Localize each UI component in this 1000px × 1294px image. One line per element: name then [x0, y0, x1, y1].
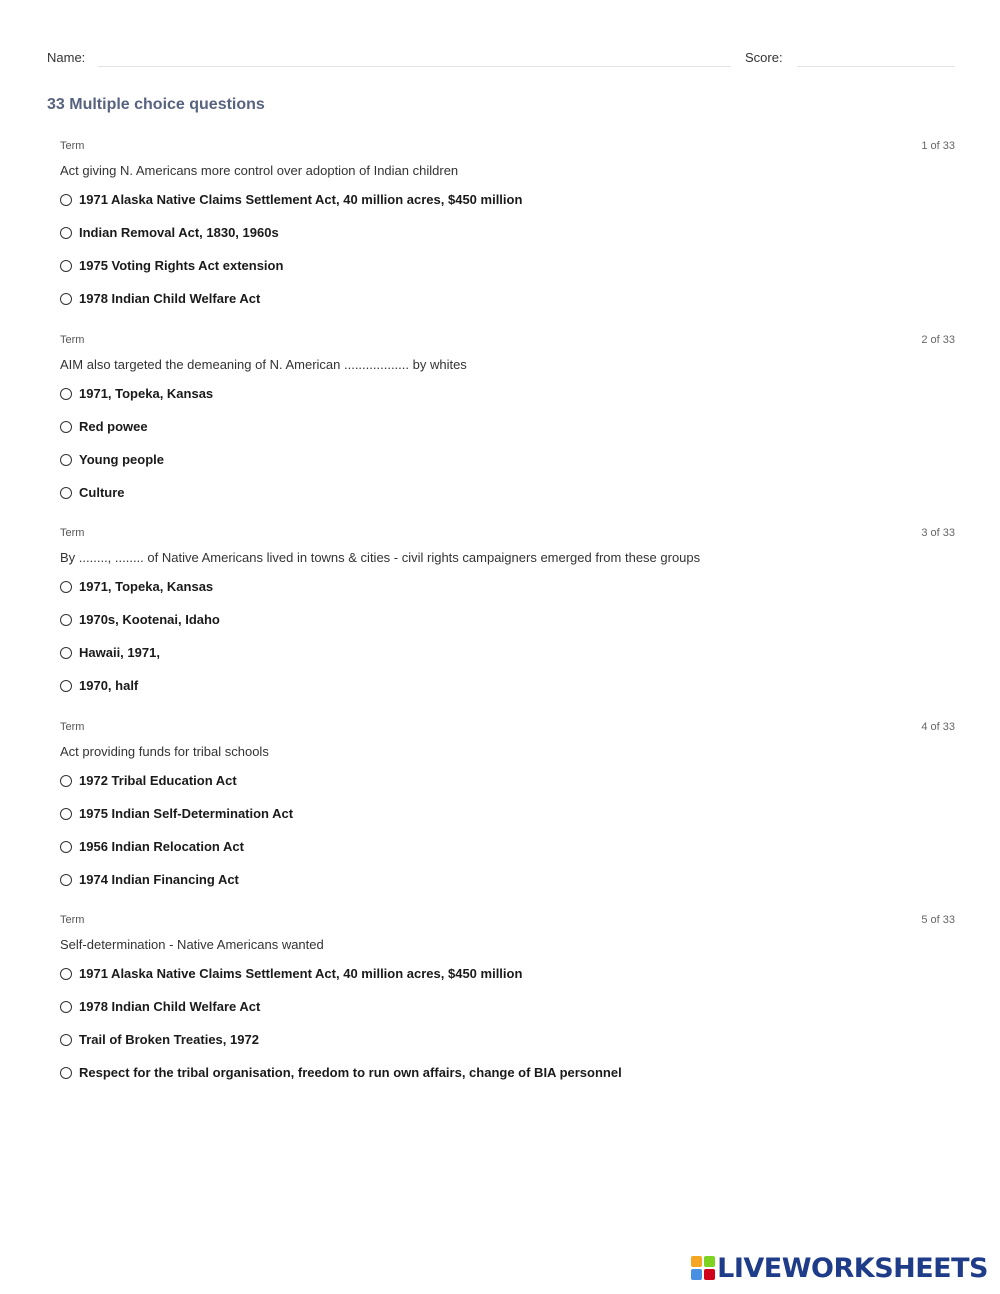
question-4: [60, 721, 955, 915]
radio-icon[interactable]: [60, 454, 72, 466]
question-count: 3 of 33: [921, 527, 955, 539]
answer-option[interactable]: [60, 1032, 955, 1065]
radio-icon[interactable]: [60, 1001, 72, 1013]
answer-option[interactable]: [60, 678, 955, 711]
radio-icon[interactable]: [60, 775, 72, 787]
radio-icon[interactable]: [60, 647, 72, 659]
radio-icon[interactable]: [60, 421, 72, 433]
option-label: 1972 Tribal Education Act: [79, 772, 237, 788]
answer-option[interactable]: [60, 452, 955, 485]
radio-icon[interactable]: [60, 260, 72, 272]
option-list: [60, 192, 955, 324]
logo-mark-square: [691, 1269, 702, 1280]
question-count: 5 of 33: [921, 914, 955, 926]
answer-option[interactable]: [60, 966, 955, 999]
radio-icon[interactable]: [60, 487, 72, 499]
question-count: 2 of 33: [921, 333, 955, 346]
option-list: [60, 579, 955, 711]
option-label: 1970, half: [79, 678, 139, 693]
section-title: 33 Multiple choice questions: [47, 96, 265, 113]
option-label: Respect for the tribal organisation, freedom to run own affairs, change of BIA personnel: [79, 1065, 622, 1080]
question-1: [60, 140, 955, 334]
option-label: 1978 Indian Child Welfare Act: [79, 291, 261, 306]
question-header: [60, 914, 955, 928]
radio-icon[interactable]: [60, 680, 72, 692]
answer-option[interactable]: [60, 806, 955, 839]
score-input-line[interactable]: [797, 66, 955, 67]
question-header: [60, 140, 955, 154]
logo-mark-square: [704, 1269, 715, 1280]
option-label: Hawaii, 1971,: [79, 645, 160, 660]
question-text: AIM also targeted the demeaning of N. American .................. by whites: [60, 356, 467, 372]
option-label: 1956 Indian Relocation Act: [79, 838, 244, 854]
question-header: [60, 527, 955, 541]
logo-mark-square: [691, 1256, 702, 1267]
option-label: 1975 Indian Self-Determination Act: [79, 805, 294, 821]
answer-option[interactable]: [60, 485, 955, 518]
question-text: Self-determination - Native Americans wanted: [60, 937, 324, 952]
radio-icon[interactable]: [60, 194, 72, 206]
question-text: By ........, ........ of Native Americans lived in towns & cities - civil rights campaigners emerged from these groups: [60, 550, 701, 565]
question-5: [60, 914, 955, 1108]
radio-icon[interactable]: [60, 968, 72, 980]
term-label: Term: [60, 333, 85, 346]
option-label: 1975 Voting Rights Act extension: [79, 258, 284, 273]
radio-icon[interactable]: [60, 1034, 72, 1046]
option-label: Red powee: [79, 418, 148, 434]
option-label: 1971 Alaska Native Claims Settlement Act, 40 million acres, $450 million: [79, 966, 523, 981]
answer-option[interactable]: [60, 258, 955, 291]
option-list: [60, 773, 955, 905]
answer-option[interactable]: [60, 1065, 955, 1098]
option-label: 1974 Indian Financing Act: [79, 871, 239, 887]
answer-option[interactable]: [60, 419, 955, 452]
radio-icon[interactable]: [60, 293, 72, 305]
answer-option[interactable]: [60, 612, 955, 645]
question-text: Act giving N. Americans more control over adoption of Indian children: [60, 163, 459, 178]
option-label: 1971, Topeka, Kansas: [79, 579, 214, 594]
answer-option[interactable]: [60, 291, 955, 324]
answer-option[interactable]: [60, 192, 955, 225]
radio-icon[interactable]: [60, 614, 72, 626]
question-count: 4 of 33: [921, 720, 955, 733]
header-row: [47, 48, 955, 70]
option-list: [60, 966, 955, 1098]
term-label: Term: [60, 140, 85, 152]
answer-option[interactable]: [60, 872, 955, 905]
logo-text: LIVEWORKSHEETS: [717, 1252, 988, 1284]
option-label: Indian Removal Act, 1830, 1960s: [79, 225, 279, 240]
option-label: Young people: [79, 451, 164, 467]
term-label: Term: [60, 527, 85, 539]
liveworksheets-logo-icon: [691, 1256, 715, 1280]
option-label: 1971 Alaska Native Claims Settlement Act, 40 million acres, $450 million: [79, 192, 523, 207]
name-input-line[interactable]: [98, 66, 731, 67]
radio-icon[interactable]: [60, 227, 72, 239]
answer-option[interactable]: [60, 225, 955, 258]
term-label: Term: [60, 720, 85, 733]
score-label: Score:: [745, 50, 783, 65]
answer-option[interactable]: [60, 645, 955, 678]
option-label: Culture: [79, 484, 125, 500]
answer-option[interactable]: [60, 773, 955, 806]
radio-icon[interactable]: [60, 874, 72, 886]
radio-icon[interactable]: [60, 841, 72, 853]
option-list: [60, 386, 955, 518]
option-label: 1970s, Kootenai, Idaho: [79, 612, 220, 627]
logo-mark-square: [704, 1256, 715, 1267]
question-list: [60, 140, 955, 1108]
radio-icon[interactable]: [60, 581, 72, 593]
option-label: 1978 Indian Child Welfare Act: [79, 999, 261, 1014]
radio-icon[interactable]: [60, 388, 72, 400]
question-count: 1 of 33: [921, 140, 955, 152]
question-3: [60, 527, 955, 721]
answer-option[interactable]: [60, 386, 955, 419]
radio-icon[interactable]: [60, 1067, 72, 1079]
option-label: Trail of Broken Treaties, 1972: [79, 1032, 259, 1047]
answer-option[interactable]: [60, 839, 955, 872]
liveworksheets-logo: [691, 1254, 988, 1282]
question-header: [60, 334, 955, 348]
answer-option[interactable]: [60, 999, 955, 1032]
question-2: [60, 334, 955, 528]
question-header: [60, 721, 955, 735]
name-label: Name:: [47, 50, 86, 65]
answer-option[interactable]: [60, 579, 955, 612]
question-text: Act providing funds for tribal schools: [60, 743, 269, 759]
radio-icon[interactable]: [60, 808, 72, 820]
term-label: Term: [60, 914, 85, 926]
option-label: 1971, Topeka, Kansas: [79, 385, 214, 401]
